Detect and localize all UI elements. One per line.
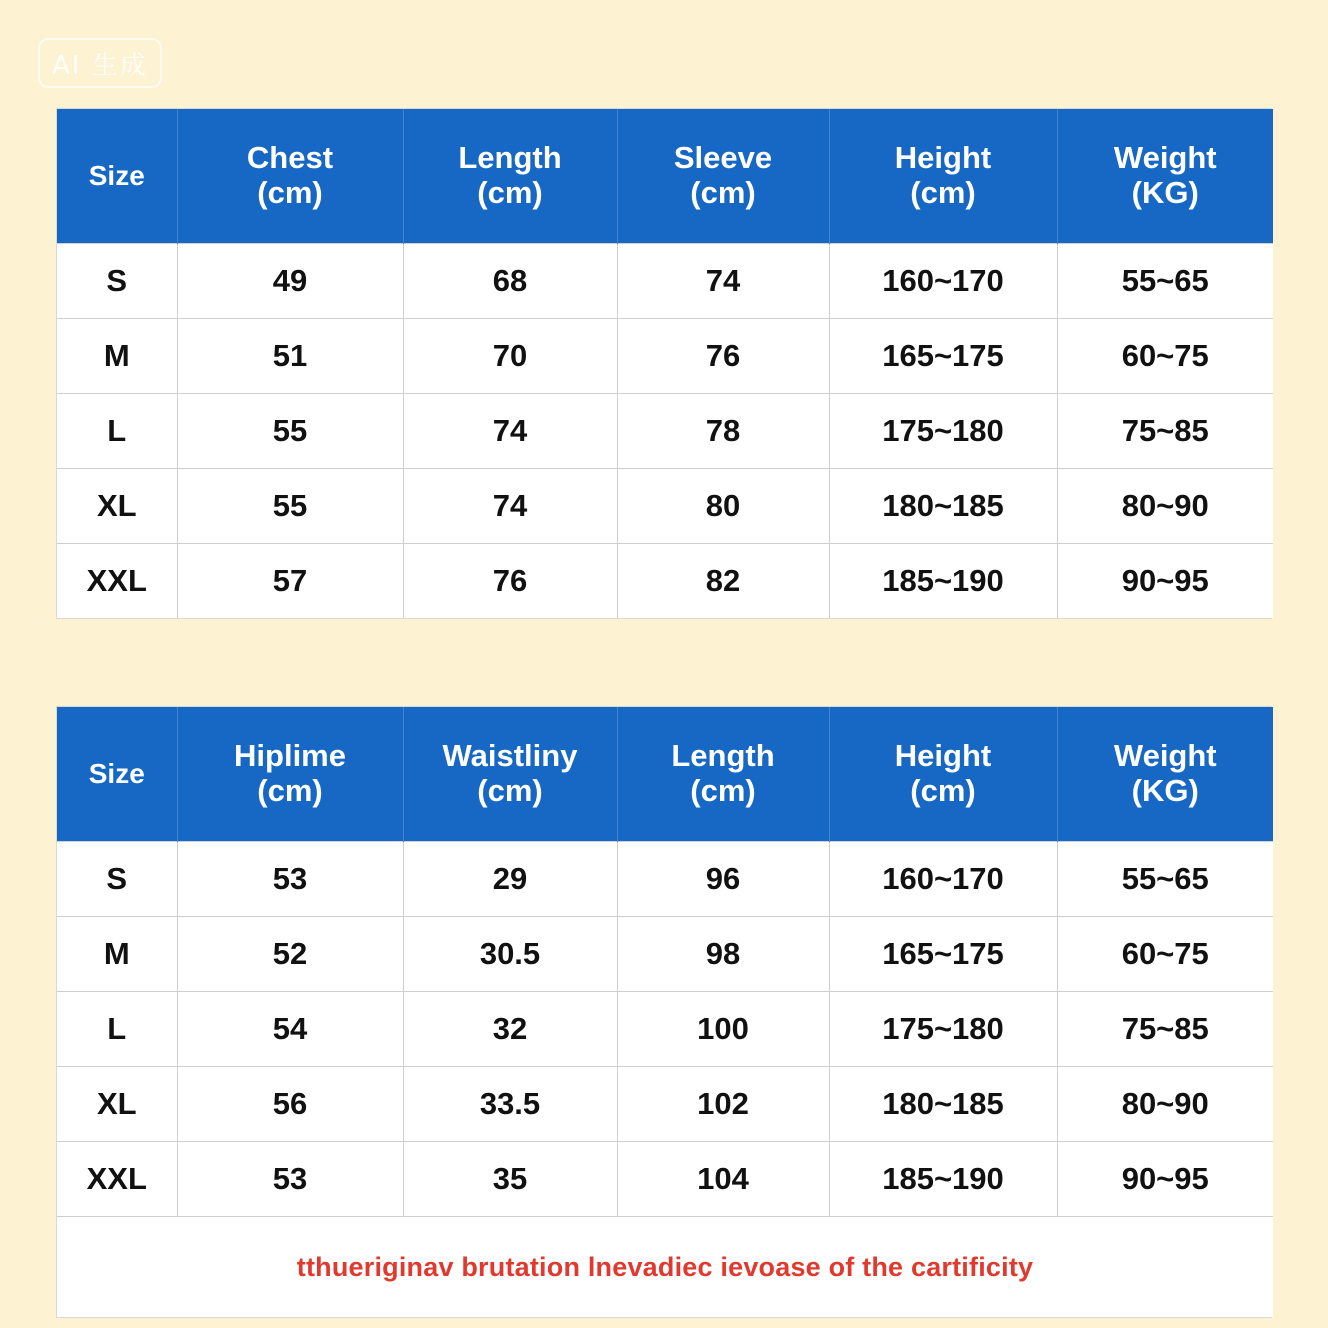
cell-length: 100 — [617, 992, 829, 1067]
table-row — [57, 394, 1273, 469]
cell-size: XXL — [57, 1142, 177, 1217]
cell-height: 175~180 — [829, 992, 1057, 1067]
top-size-chart-table — [56, 108, 1272, 619]
cell-waistline: 32 — [403, 992, 617, 1067]
table-row — [57, 1142, 1273, 1217]
cell-height: 165~175 — [829, 319, 1057, 394]
cell-weight: 60~75 — [1057, 917, 1273, 992]
table-row — [57, 244, 1273, 319]
cell-waistline: 33.5 — [403, 1067, 617, 1142]
table-row — [57, 1067, 1273, 1142]
table-note-row — [57, 1217, 1273, 1318]
cell-weight: 90~95 — [1057, 1142, 1273, 1217]
cell-sleeve: 78 — [617, 394, 829, 469]
cell-weight: 60~75 — [1057, 319, 1273, 394]
cell-size: M — [57, 319, 177, 394]
cell-weight: 90~95 — [1057, 544, 1273, 619]
table-row — [57, 319, 1273, 394]
cell-height: 180~185 — [829, 1067, 1057, 1142]
header-size: Size — [57, 109, 177, 244]
cell-length: 98 — [617, 917, 829, 992]
cell-height: 175~180 — [829, 394, 1057, 469]
cell-weight: 80~90 — [1057, 469, 1273, 544]
cell-weight: 75~85 — [1057, 992, 1273, 1067]
cell-chest: 51 — [177, 319, 403, 394]
cell-waistline: 29 — [403, 842, 617, 917]
cell-height: 180~185 — [829, 469, 1057, 544]
header-sleeve: Sleeve (cm) — [617, 109, 829, 244]
cell-size: S — [57, 244, 177, 319]
cell-size: S — [57, 842, 177, 917]
table-row — [57, 544, 1273, 619]
cell-sleeve: 82 — [617, 544, 829, 619]
cell-sleeve: 76 — [617, 319, 829, 394]
header-height: Height (cm) — [829, 109, 1057, 244]
cell-chest: 57 — [177, 544, 403, 619]
cell-size: XL — [57, 1067, 177, 1142]
table-row — [57, 469, 1273, 544]
table-row — [57, 917, 1273, 992]
cell-size: XXL — [57, 544, 177, 619]
table-row — [57, 992, 1273, 1067]
cell-size: L — [57, 992, 177, 1067]
cell-sleeve: 80 — [617, 469, 829, 544]
cell-chest: 55 — [177, 469, 403, 544]
cell-weight: 55~65 — [1057, 842, 1273, 917]
cell-hipline: 53 — [177, 842, 403, 917]
cell-waistline: 30.5 — [403, 917, 617, 992]
cell-hipline: 53 — [177, 1142, 403, 1217]
header-length: Length (cm) — [403, 109, 617, 244]
cell-hipline: 56 — [177, 1067, 403, 1142]
header-hipline: Hiplime (cm) — [177, 707, 403, 842]
cell-waistline: 35 — [403, 1142, 617, 1217]
header-height: Height (cm) — [829, 707, 1057, 842]
table-header-row — [57, 109, 1273, 244]
header-weight: Weight (KG) — [1057, 707, 1273, 842]
header-length: Length (cm) — [617, 707, 829, 842]
cell-length: 74 — [403, 394, 617, 469]
cell-length: 96 — [617, 842, 829, 917]
cell-chest: 49 — [177, 244, 403, 319]
header-size: Size — [57, 707, 177, 842]
cell-height: 185~190 — [829, 544, 1057, 619]
cell-height: 185~190 — [829, 1142, 1057, 1217]
cell-hipline: 52 — [177, 917, 403, 992]
cell-height: 165~175 — [829, 917, 1057, 992]
cell-length: 104 — [617, 1142, 829, 1217]
cell-length: 76 — [403, 544, 617, 619]
table-row — [57, 842, 1273, 917]
cell-length: 74 — [403, 469, 617, 544]
cell-weight: 55~65 — [1057, 244, 1273, 319]
bottom-size-chart-table — [56, 706, 1272, 1318]
watermark-label: AI 生成 — [52, 50, 148, 81]
cell-height: 160~170 — [829, 244, 1057, 319]
cell-size: M — [57, 917, 177, 992]
cell-weight: 75~85 — [1057, 394, 1273, 469]
cell-length: 102 — [617, 1067, 829, 1142]
cell-height: 160~170 — [829, 842, 1057, 917]
size-table — [57, 109, 1273, 618]
cell-chest: 55 — [177, 394, 403, 469]
cell-size: XL — [57, 469, 177, 544]
header-weight: Weight (KG) — [1057, 109, 1273, 244]
cell-size: L — [57, 394, 177, 469]
cell-length: 68 — [403, 244, 617, 319]
table-header-row — [57, 707, 1273, 842]
size-table — [57, 707, 1273, 1317]
header-chest: Chest (cm) — [177, 109, 403, 244]
measurement-note: tthueriginav brutation lnevadiec ievoase of the cartificity — [57, 1217, 1273, 1318]
cell-hipline: 54 — [177, 992, 403, 1067]
cell-length: 70 — [403, 319, 617, 394]
cell-sleeve: 74 — [617, 244, 829, 319]
ai-generated-watermark — [38, 38, 162, 88]
cell-weight: 80~90 — [1057, 1067, 1273, 1142]
header-waistline: Waistliny (cm) — [403, 707, 617, 842]
